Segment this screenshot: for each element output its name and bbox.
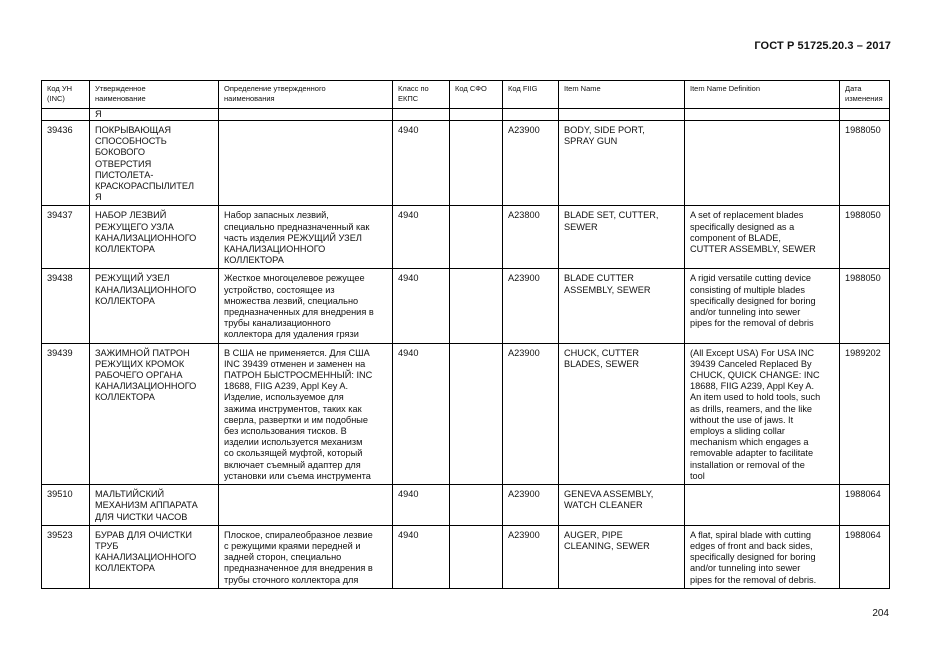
cell-item-name-definition: A flat, spiral blade with cutting edges of front and back sides, specifically designed for boring and/or tunneling into sewer pipes for the removal of debris. <box>685 525 840 588</box>
table-row <box>42 485 890 526</box>
cell-sfo-code <box>450 206 503 269</box>
cell-name-definition: Плоское, спиралеобразное лезвие с режущими краями передней и задней сторон, специально предназначенное для внедрения в трубы сточного коллектора для <box>219 525 393 588</box>
cell-item-name: AUGER, PIPE CLEANING, SEWER <box>559 525 685 588</box>
cell-approved-name: Я <box>90 109 219 121</box>
cell-item-name-definition: A rigid versatile cutting device consisting of multiple blades specifically designed for boring and/or tunneling into sewer pipes for the removal of debris <box>685 269 840 343</box>
table-row-continuation <box>42 109 890 121</box>
cell-name-definition: В США не применяется. Для США INC 39439 отменен и заменен на ПАТРОН БЫСТРОСМЕННЫЙ: INC 18688, FIIG A239, Appl Key A. Изделие, используемое для зажима инструментов, таких как сверла, развертки и им подобные без использования тисков. В изделии используется механизм со скользящей муфтой, который включает съемный адаптер для установки или съема инструмента <box>219 343 393 484</box>
cell-name-definition <box>219 485 393 526</box>
document-title: ГОСТ Р 51725.20.3 – 2017 <box>754 40 891 52</box>
cell-change-date: 1988050 <box>840 121 890 206</box>
cell-ekps-class: 4940 <box>393 206 450 269</box>
cell-name-definition: Жесткое многоцелевое режущее устройство, состоящее из множества лезвий, специально предназначенных для внедрения в трубы канализационного коллектора для удаления грязи <box>219 269 393 343</box>
table-row <box>42 121 890 206</box>
cell-ekps-class: 4940 <box>393 485 450 526</box>
cell-inc: 39436 <box>42 121 90 206</box>
cell-change-date: 1989202 <box>840 343 890 484</box>
col-header-item-name-definition: Item Name Definition <box>685 81 840 109</box>
col-header-item-name: Item Name <box>559 81 685 109</box>
col-header-inc: Код УН (INC) <box>42 81 90 109</box>
table-row <box>42 343 890 484</box>
cell-fiig-code: A23900 <box>503 525 559 588</box>
col-header-sfo-code: Код СФО <box>450 81 503 109</box>
cell-name-definition: Набор запасных лезвий, специально предназначенный как часть изделия РЕЖУЩИЙ УЗЕЛ КАНАЛИЗАЦИОННОГО КОЛЛЕКТОРА <box>219 206 393 269</box>
cell-approved-name: МАЛЬТИЙСКИЙ МЕХАНИЗМ АППАРАТА ДЛЯ ЧИСТКИ ЧАСОВ <box>90 485 219 526</box>
cell-ekps-class: 4940 <box>393 343 450 484</box>
cell-item-name: BLADE SET, CUTTER, SEWER <box>559 206 685 269</box>
cell-change-date: 1988064 <box>840 485 890 526</box>
cell-sfo-code <box>450 269 503 343</box>
cell-name-definition <box>219 109 393 121</box>
cell-fiig-code: A23900 <box>503 121 559 206</box>
table-row <box>42 206 890 269</box>
cell-change-date: 1988064 <box>840 525 890 588</box>
cell-change-date <box>840 109 890 121</box>
table-header-row <box>42 81 890 109</box>
cell-approved-name: БУРАВ ДЛЯ ОЧИСТКИ ТРУБ КАНАЛИЗАЦИОННОГО КОЛЛЕКТОРА <box>90 525 219 588</box>
cell-approved-name: НАБОР ЛЕЗВИЙ РЕЖУЩЕГО УЗЛА КАНАЛИЗАЦИОННОГО КОЛЛЕКТОРА <box>90 206 219 269</box>
cell-fiig-code: A23900 <box>503 485 559 526</box>
cell-item-name: CHUCK, CUTTER BLADES, SEWER <box>559 343 685 484</box>
cell-item-name-definition <box>685 109 840 121</box>
cell-fiig-code: A23900 <box>503 269 559 343</box>
table-row <box>42 269 890 343</box>
cell-inc: 39510 <box>42 485 90 526</box>
page-number: 204 <box>872 608 889 619</box>
cell-ekps-class <box>393 109 450 121</box>
cell-sfo-code <box>450 121 503 206</box>
cell-inc: 39438 <box>42 269 90 343</box>
col-header-approved-name: Утвержденное наименование <box>90 81 219 109</box>
cell-item-name: GENEVA ASSEMBLY, WATCH CLEANER <box>559 485 685 526</box>
cell-sfo-code <box>450 525 503 588</box>
cell-sfo-code <box>450 485 503 526</box>
cell-item-name: BODY, SIDE PORT, SPRAY GUN <box>559 121 685 206</box>
cell-item-name-definition <box>685 485 840 526</box>
cell-inc: 39437 <box>42 206 90 269</box>
cell-sfo-code <box>450 109 503 121</box>
cell-item-name-definition: (All Except USA) For USA INC 39439 Canceled Replaced By CHUCK, QUICK CHANGE: INC 18688, FIIG A239, Appl Key A. An item used to hold tools, such as drills, reamers, and the like without the use of jaws. It employs a sliding collar mechanism which engages a removable adapter to facilitate installation or removal of the tool <box>685 343 840 484</box>
cell-name-definition <box>219 121 393 206</box>
cell-fiig-code: A23800 <box>503 206 559 269</box>
cell-inc <box>42 109 90 121</box>
col-header-fiig-code: Код FIIG <box>503 81 559 109</box>
cell-approved-name: ЗАЖИМНОЙ ПАТРОН РЕЖУЩИХ КРОМОК РАБОЧЕГО ОРГАНА КАНАЛИЗАЦИОННОГО КОЛЛЕКТОРА <box>90 343 219 484</box>
data-table <box>41 80 890 589</box>
cell-ekps-class: 4940 <box>393 525 450 588</box>
cell-approved-name: ПОКРЫВАЮЩАЯ СПОСОБНОСТЬ БОКОВОГО ОТВЕРСТИЯ ПИСТОЛЕТА- КРАСКОРАСПЫЛИТЕЛ Я <box>90 121 219 206</box>
col-header-name-definition: Определение утвержденного наименования <box>219 81 393 109</box>
cell-fiig-code <box>503 109 559 121</box>
cell-item-name <box>559 109 685 121</box>
cell-inc: 39523 <box>42 525 90 588</box>
cell-item-name-definition <box>685 121 840 206</box>
cell-inc: 39439 <box>42 343 90 484</box>
cell-ekps-class: 4940 <box>393 121 450 206</box>
col-header-change-date: Дата изменения <box>840 81 890 109</box>
cell-change-date: 1988050 <box>840 206 890 269</box>
cell-ekps-class: 4940 <box>393 269 450 343</box>
cell-fiig-code: A23900 <box>503 343 559 484</box>
cell-item-name-definition: A set of replacement blades specifically designed as a component of BLADE, CUTTER ASSEMBLY, SEWER <box>685 206 840 269</box>
table-row <box>42 525 890 588</box>
cell-approved-name: РЕЖУЩИЙ УЗЕЛ КАНАЛИЗАЦИОННОГО КОЛЛЕКТОРА <box>90 269 219 343</box>
cell-item-name: BLADE CUTTER ASSEMBLY, SEWER <box>559 269 685 343</box>
cell-sfo-code <box>450 343 503 484</box>
cell-change-date: 1988050 <box>840 269 890 343</box>
col-header-ekps-class: Класс по ЕКПС <box>393 81 450 109</box>
